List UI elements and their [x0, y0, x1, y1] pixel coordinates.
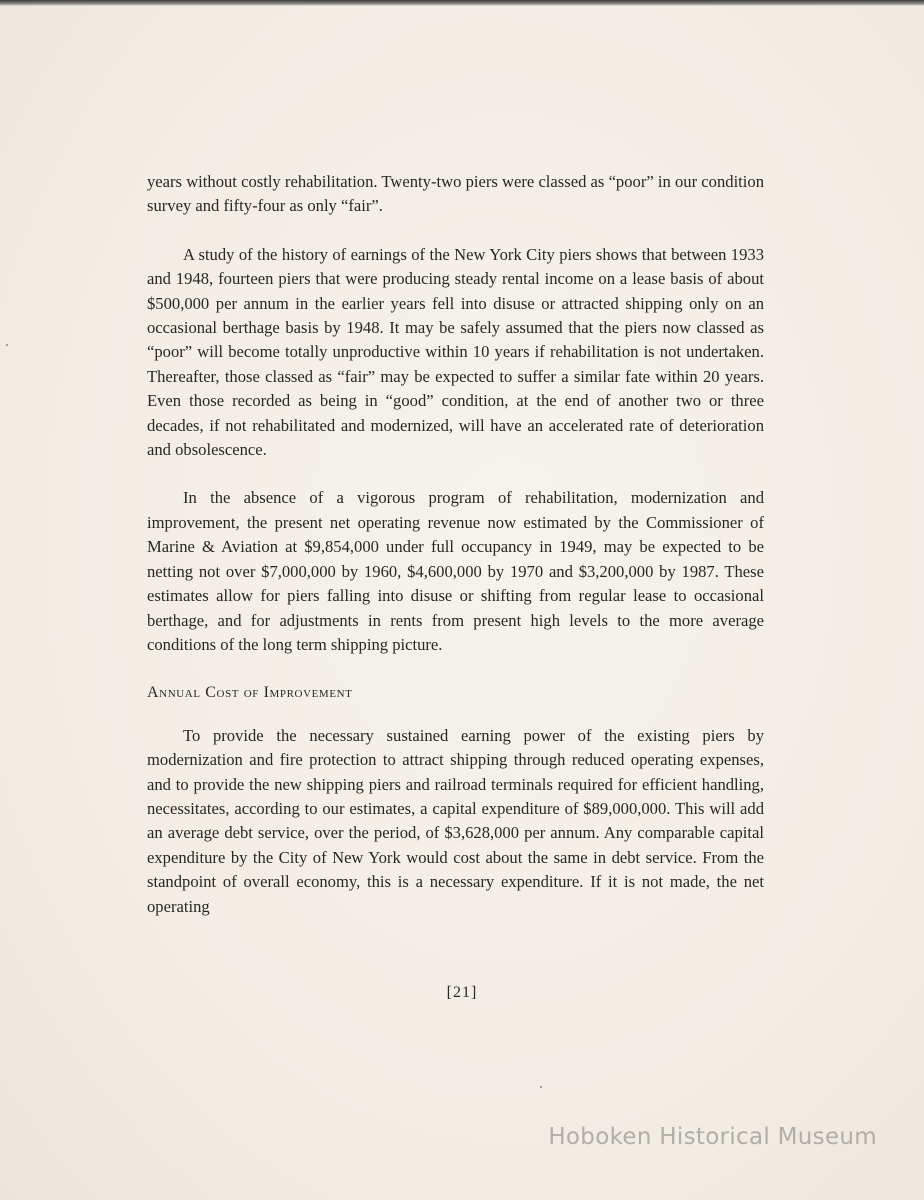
page-number: [21]	[446, 984, 478, 1001]
paper-speck	[540, 1086, 542, 1088]
page-top-edge	[0, 0, 924, 6]
section-heading: Annual Cost of Improvement	[147, 684, 353, 702]
paragraph-continuation: years without costly rehabilitation. Twenty-two piers were classed as “poor” in our condition survey and fifty-four as only “fair”.	[147, 172, 764, 216]
paragraph-revenue-forecast: In the absence of a vigorous program of rehabilitation, modernization and improvement, the present net operating revenue now estimated by the Commissioner of Marine & Aviation at $9,854,000 under full occupancy in 1949, may be expected to be netting not over $7,000,000 by 1960, $4,600,000 by 1970 and $3,200,000 by 1987. These estimates allow for piers falling into disuse or shifting from regular lease to occasional berthage, and for adjustments in rents from present high levels to the more average conditions of the long term shipping picture.	[147, 488, 764, 654]
paragraph-capital-expenditure: To provide the necessary sustained earning power of the existing piers by modernization and fire protection to attract shipping through reduced operating expenses, and to provide the new shipping piers and railroad terminals required for efficient handling, necessitates, according to our estimates, a capital expenditure of $89,000,000. This will add an average debt service, over the period, of $3,628,000 per annum. Any comparable capital expenditure by the City of New York would cost about the same in debt service. From the standpoint of overall economy, this is a necessary expenditure. If it is not made, the net operating	[147, 725, 764, 916]
body-text	[147, 170, 764, 919]
paragraph-earnings-history: A study of the history of earnings of the New York City piers shows that between 1933 and 1948, fourteen piers that were producing steady rental income on a lease basis of about $500,000 per annum in the earlier years fell into disuse or attracted shipping only on an occasional berthage basis by 1948. It may be safely assumed that the piers now classed as “poor” will become totally unproductive within 10 years if rehabilitation is not undertaken. Thereafter, those classed as “fair” may be expected to suffer a similar fate within 20 years. Even those recorded as being in “good” condition, at the end of another two or three decades, if not rehabilitated and modernized, will have an accelerated rate of deterioration and obsolescence.	[147, 244, 764, 460]
museum-watermark: Hoboken Historical Museum	[548, 1124, 877, 1150]
paper-speck	[6, 344, 8, 346]
